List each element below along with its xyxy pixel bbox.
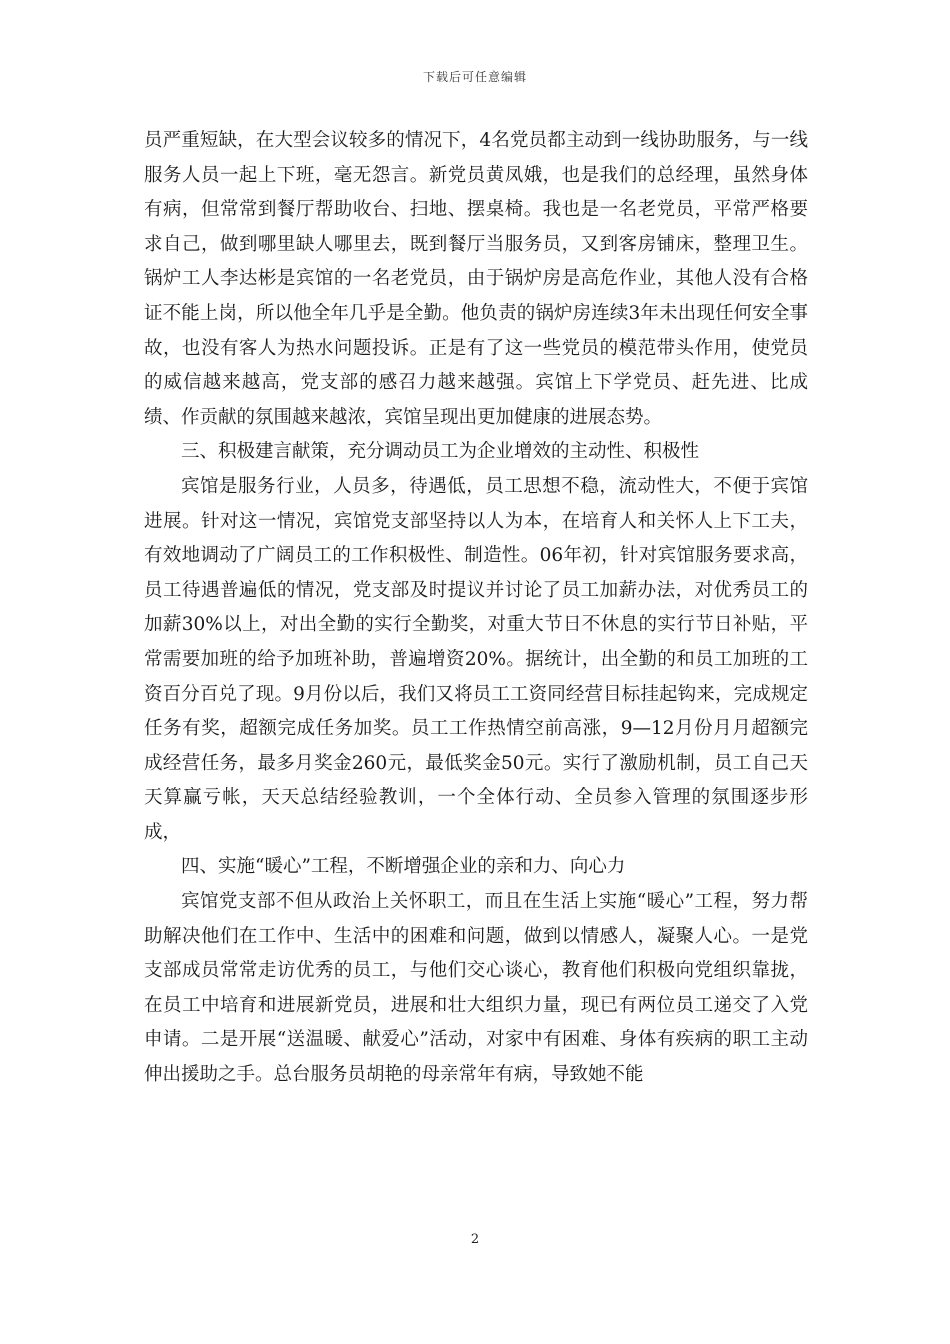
page-number: 2 — [470, 1232, 480, 1247]
paragraph-section-3: 宾馆是服务行业，人员多，待遇低，员工思想不稳，流动性大，不便于宾馆进展。针对这一情况，宾馆党支部坚持以人为本，在培育人和关怀人上下工夫，有效地调动了广阔员工的工作积极性、制造性。06年初，针对宾馆服务要求高，员工待遇普遍低的情况，党支部及时提议并讨论了员工加薪办法，对优秀员工的加薪30%以上，对出全勤的实行全勤奖，对重大节日不休息的实行节日补贴，平常需要加班的给予加班补助，普遍增资20%。据统计，出全勤的和员工加班的工资百分百兑了现。9月份以后，我们又将员工工资同经营目标挂起钩来，完成规定任务有奖，超额完成任务加奖。员工工作热情空前高涨，9—12月份月月超额完成经营任务，最多月奖金260元，最低奖金50元。实行了激励机制，员工自己天天算赢亏帐，天天总结经验教训，一个全体行动、全员参入管理的氛围逐步形成， — [144, 475, 808, 843]
page-header-note: 下载后可任意编辑 — [422, 70, 527, 84]
paragraph-continuation: 员严重短缺，在大型会议较多的情况下，4名党员都主动到一线协助服务，与一线服务人员一起上下班，毫无怨言。新党员黄凤娥，也是我们的总经理，虽然身体有病，但常常到餐厅帮助收台、扫地、摆桌椅。我也是一名老党员，平常严格要求自己，做到哪里缺人哪里去，既到餐厅当服务员，又到客房铺床，整理卫生。锅炉工人李达彬是宾馆的一名老党员，由于锅炉房是高危作业，其他人没有合格证不能上岗，所以他全年几乎是全勤。他负责的锅炉房连续3年未出现任何安全事故，也没有客人为热水问题投诉。正是有了这一些党员的模范带头作用，使党员的威信越来越高，党支部的感召力越来越强。宾馆上下学党员、赶先进、比成绩、作贡献的氛围越来越浓，宾馆呈现出更加健康的进展态势。 — [144, 130, 808, 428]
section-heading-3: 三、积极建言献策，充分调动员工为企业增效的主动性、积极性 — [181, 441, 700, 463]
document-body — [144, 124, 808, 1093]
paragraph-section-4: 宾馆党支部不但从政治上关怀职工，而且在生活上实施“暖心”工程，努力帮助解决他们在工作中、生活中的困难和问题，做到以情感人，凝聚人心。一是党支部成员常常走访优秀的员工，与他们交心谈心，教育他们积极向党组织靠拢，在员工中培育和进展新党员，进展和壮大组织力量，现已有两位员工递交了入党申请。二是开展“送温暖、献爱心”活动，对家中有困难、身体有疾病的职工主动伸出援助之手。总台服务员胡艳的母亲常年有病，导致她不能 — [144, 891, 808, 1086]
section-heading-4: 四、实施“暖心”工程，不断增强企业的亲和力、向心力 — [181, 856, 626, 878]
